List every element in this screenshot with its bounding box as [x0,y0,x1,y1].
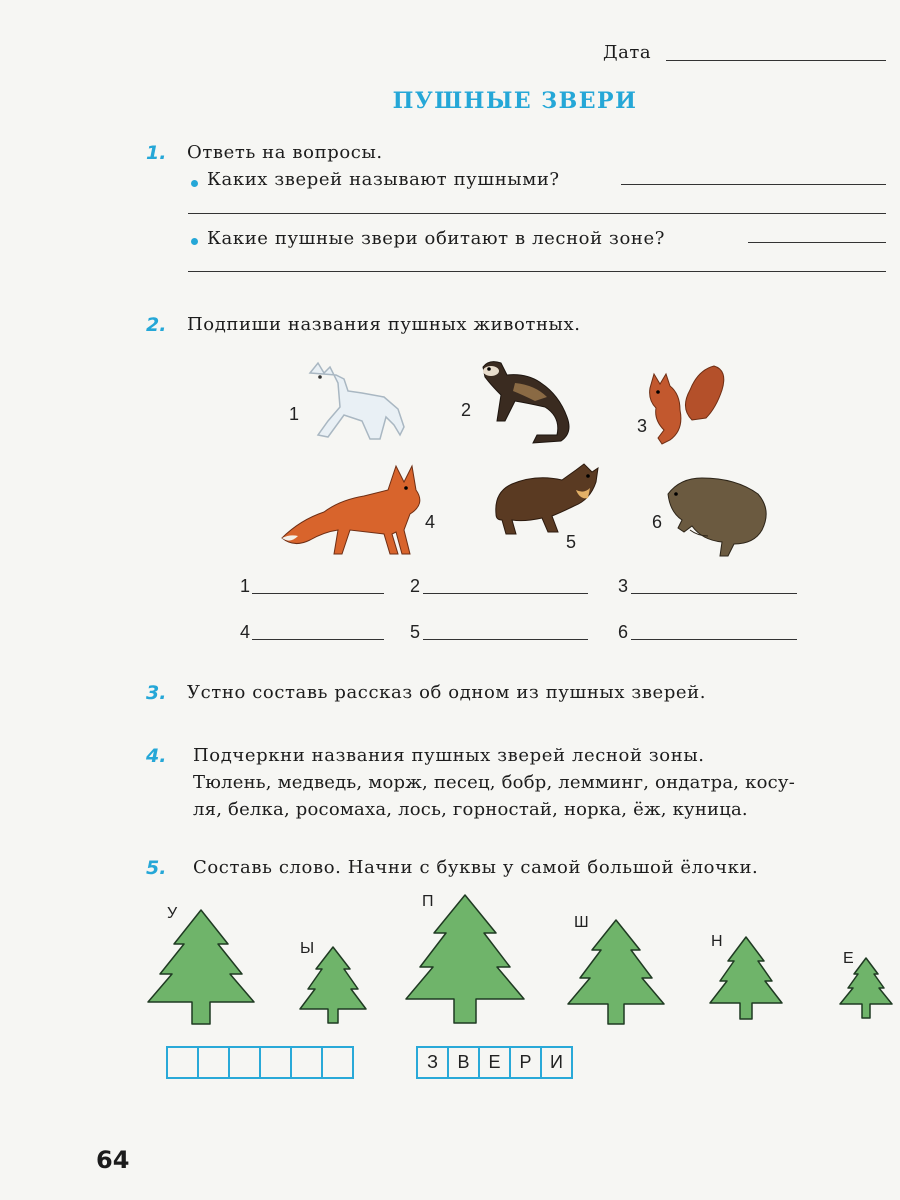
answer-label-6: 6 [618,622,629,642]
task-4-line-2: ля, белка, росомаха, лось, горностай, норка, ёж, куница. [193,799,748,820]
answer-line[interactable] [188,271,886,272]
task-4-text: Подчеркни названия пушных зверей лесной зоны. [193,745,705,766]
tree-letter-4: Ш [574,914,589,931]
task-3-text: Устно составь рассказ об одном из пушных зверей. [187,682,707,703]
answer-cell[interactable] [197,1046,230,1079]
example-cell: И [540,1046,573,1079]
task-1-question-2: Какие пушные звери обитают в лесной зоне? [207,228,665,249]
tree-icon [566,918,666,1026]
answer-word-grid[interactable] [168,1046,354,1079]
tree-icon [298,945,368,1025]
task-1-number: 1. [146,142,167,164]
tree-icon [146,908,256,1026]
task-5-text: Составь слово. Начни с буквы у самой большой ёлочки. [193,857,759,878]
marten-image [492,460,604,540]
answer-line-1[interactable] [252,593,384,594]
tree-letter-5: Н [711,933,723,950]
example-word-grid [418,1046,573,1079]
bullet-icon [191,238,198,245]
answer-cell[interactable] [321,1046,354,1079]
animal-number-5: 5 [566,532,577,552]
animal-number-2: 2 [461,400,472,420]
answer-cell[interactable] [259,1046,292,1079]
answer-label-1: 1 [240,576,251,596]
answer-line-5[interactable] [423,639,588,640]
tree-letter-2: Ы [300,940,315,957]
task-4-line-1: Тюлень, медведь, морж, песец, бобр, лемминг, ондатра, косу- [193,772,795,793]
squirrel-image [640,360,728,448]
arctic-fox-image [300,355,405,445]
answer-label-4: 4 [240,622,251,642]
tree-icon [708,935,784,1021]
ferret-image [475,355,580,447]
tree-letter-1: У [167,905,178,922]
task-4-number: 4. [146,745,167,767]
bullet-icon [191,180,198,187]
tree-icon [838,956,894,1020]
answer-label-3: 3 [618,576,629,596]
tree-icon [404,893,526,1025]
task-1-question-1: Каких зверей называют пушными? [207,169,560,190]
answer-line[interactable] [621,184,886,185]
page-number: 64 [96,1146,130,1174]
date-label: Дата [603,42,652,63]
animal-number-4: 4 [425,512,436,532]
answer-label-2: 2 [410,576,421,596]
task-3-number: 3. [146,682,167,704]
answer-line-4[interactable] [252,639,384,640]
tree-letter-6: Е [843,950,854,967]
red-fox-image [280,460,428,556]
date-field[interactable] [666,60,886,61]
answer-label-5: 5 [410,622,421,642]
animal-number-6: 6 [652,512,663,532]
tree-letter-3: П [422,893,434,910]
example-cell: Р [509,1046,542,1079]
animal-number-3: 3 [637,416,648,436]
answer-cell[interactable] [166,1046,199,1079]
example-cell: В [447,1046,480,1079]
muskrat-image [662,470,774,560]
answer-line-3[interactable] [631,593,797,594]
answer-cell[interactable] [228,1046,261,1079]
task-1-text: Ответь на вопросы. [187,142,383,163]
example-cell: З [416,1046,449,1079]
page-title: ПУШНЫЕ ЗВЕРИ [392,88,638,114]
answer-line-2[interactable] [423,593,588,594]
task-2-text: Подпиши названия пушных животных. [187,314,581,335]
answer-line-6[interactable] [631,639,797,640]
answer-line[interactable] [748,242,886,243]
task-5-number: 5. [146,857,167,879]
animal-number-1: 1 [289,404,300,424]
task-2-number: 2. [146,314,167,336]
answer-cell[interactable] [290,1046,323,1079]
example-cell: Е [478,1046,511,1079]
answer-line[interactable] [188,213,886,214]
